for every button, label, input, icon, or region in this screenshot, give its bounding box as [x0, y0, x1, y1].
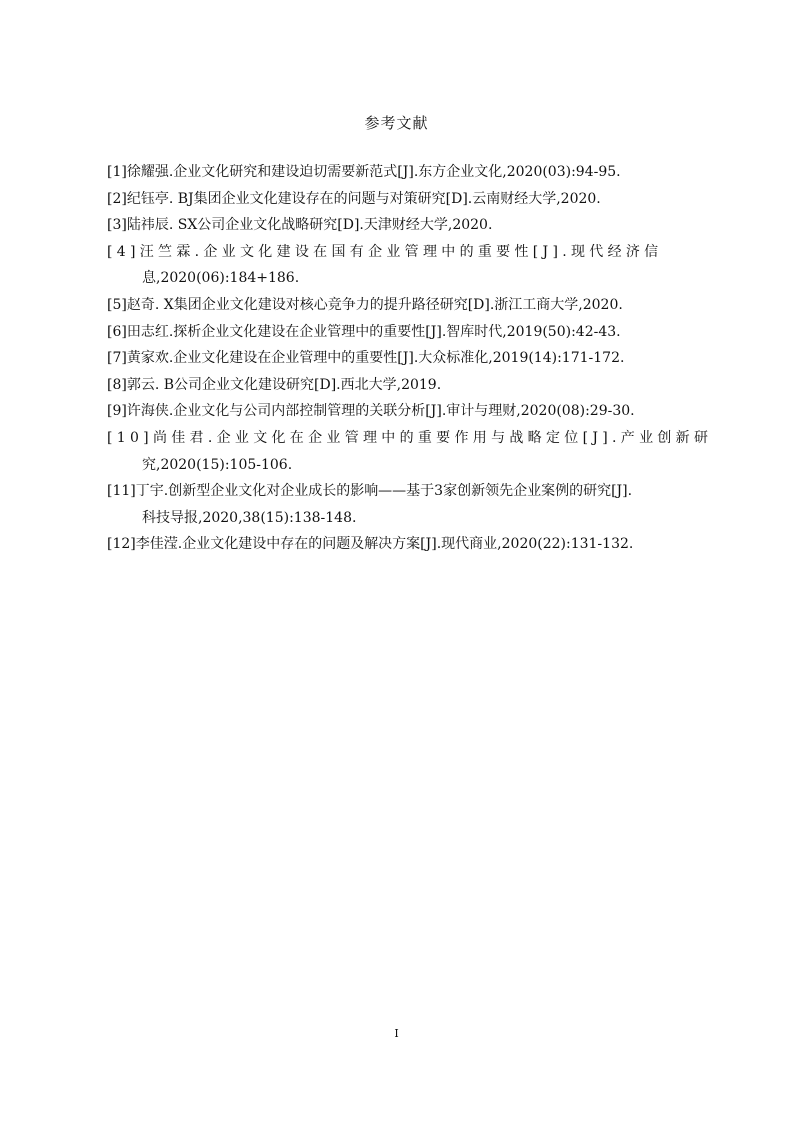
reference-text: [4]汪竺霖.企业文化建设在国有企业管理中的重要性[J].现代经济信	[107, 243, 663, 260]
reference-item-2	[107, 186, 717, 213]
reference-item-4	[107, 239, 717, 292]
reference-text: [9]许海侠.企业文化与公司内部控制管理的关联分析[J].审计与理财,2020(08):29-30.	[107, 403, 635, 420]
reference-continuation: 究,2020(15):105-106.	[142, 456, 293, 473]
reference-text: [5]赵奇. X集团企业文化建设对核心竞争力的提升路径研究[D].浙江工商大学,2020.	[107, 296, 623, 313]
reference-item-3	[107, 212, 717, 239]
reference-item-1	[107, 159, 717, 186]
reference-text: [1]徐耀强.企业文化研究和建设迫切需要新范式[J].东方企业文化,2020(03):94-95.	[107, 164, 621, 180]
reference-text: [7]黄家欢.企业文化建设在企业管理中的重要性[J].大众标准化,2019(14):171-172.	[107, 350, 625, 367]
reference-text: [8]郭云. B公司企业文化建设研究[D].西北大学,2019.	[107, 376, 442, 393]
reference-continuation: 息,2020(06):184+186.	[142, 270, 300, 287]
reference-item-9	[107, 398, 717, 425]
reference-text: [2]纪钰亭. BJ集团企业文化建设存在的问题与对策研究[D].云南财经大学,2020.	[107, 190, 601, 207]
reference-item-12	[107, 531, 717, 558]
reference-text: [11]丁宇.创新型企业文化对企业成长的影响——基于3家创新领先企业案例的研究[J].	[107, 483, 633, 500]
reference-item-8	[107, 372, 717, 399]
reference-text: [12]李佳滢.企业文化建设中存在的问题及解决方案[J].现代商业,2020(22):131-132.	[107, 536, 634, 553]
reference-item-7	[107, 345, 717, 372]
reference-item-5	[107, 292, 717, 319]
reference-continuation: 科技导报,2020,38(15):138-148.	[142, 509, 357, 526]
page-title: 参考文献	[364, 114, 429, 132]
reference-text: [10]尚佳君.企业文化在企业管理中的重要作用与战略定位[J].产业创新研	[107, 429, 713, 446]
reference-item-6	[107, 319, 717, 346]
reference-item-10	[107, 425, 717, 478]
reference-text: [3]陆祎辰. SX公司企业文化战略研究[D].天津财经大学,2020.	[107, 217, 493, 234]
reference-item-11	[107, 478, 717, 531]
reference-text: [6]田志红.探析企业文化建设在企业管理中的重要性[J].智库时代,2019(50):42-43.	[107, 323, 621, 340]
page-number: I	[394, 1027, 399, 1040]
reference-list	[107, 159, 717, 558]
